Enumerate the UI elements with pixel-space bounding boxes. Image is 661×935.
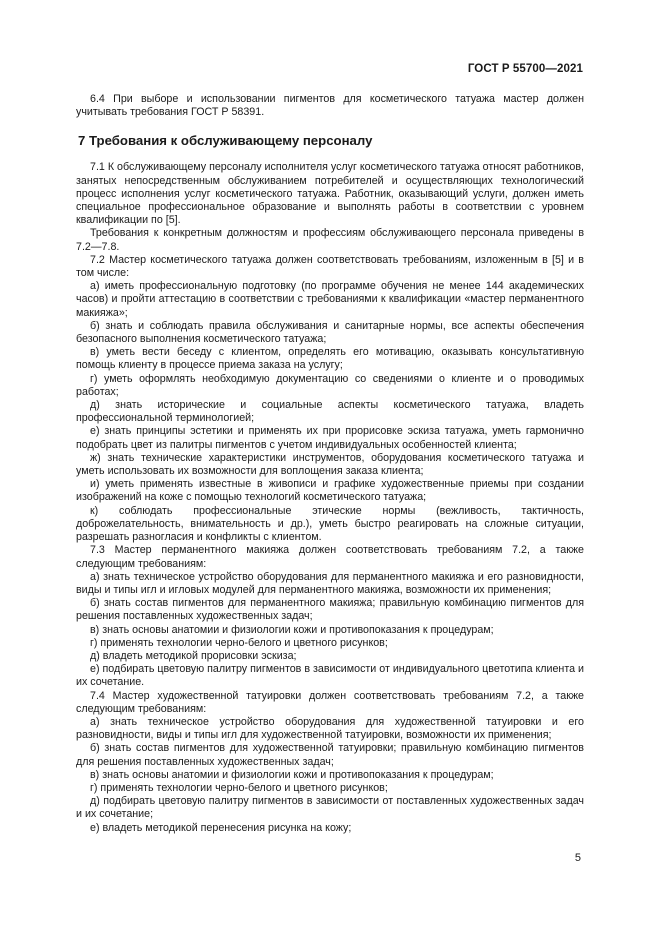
section-paragraph: в) уметь вести беседу с клиентом, определять его мотивацию, оказывать консультативную помощь клиенту в процессе приема заказа на услугу; [76,346,584,372]
section-paragraph: е) знать принципы эстетики и применять их при прорисовке эскиза татуажа, уметь гармонично подобрать цвет из палитры пигментов с учетом индивидуальных особенностей клиента; [76,425,584,451]
section-paragraph: д) знать исторические и социальные аспекты косметического татуажа, владеть профессиональной терминологией; [76,399,584,425]
section-paragraph: г) применять технологии черно-белого и цветного рисунков; [90,636,388,649]
section-paragraph: б) знать состав пигментов для перманентного макияжа; правильную комбинацию пигментов для решения поставленных художественных задач; [76,597,584,623]
section-7-body [76,161,584,834]
document-standard-id: ГОСТ Р 55700—2021 [467,63,583,75]
section-paragraph: г) уметь оформлять необходимую документацию со сведениями о клиенте и о проводимых работах; [76,372,584,398]
section-paragraph: Требования к конкретным должностям и профессиям обслуживающего персонала приведены в 7.2—7.8. [76,227,584,253]
section-7-title: 7 Требования к обслуживающему персоналу [78,133,373,149]
section-paragraph: д) владеть методикой прорисовки эскиза; [90,649,297,662]
section-paragraph: а) знать техническое устройство оборудования для перманентного макияжа и его разновидности, виды и типы игл и игловых модулей для перманентного макияжа, возможности их применения; [76,570,584,596]
section-paragraph: ж) знать технические характеристики инструментов, оборудования косметического татуажа и уметь использовать их возможности для воплощения заказа клиента; [76,451,584,478]
section-paragraph: в) знать основы анатомии и физиологии кожи и противопоказания к процедурам; [90,623,494,636]
section-paragraph: д) подбирать цветовую палитру пигментов в зависимости от поставленных художественных задач и их сочетание; [76,795,584,821]
section-paragraph: г) применять технологии черно-белого и цветного рисунков; [90,781,388,794]
section-paragraph: б) знать состав пигментов для художественной татуировки; правильную комбинацию пигментов для решения поставленных художественных задач; [76,742,584,768]
section-paragraph: е) владеть методикой перенесения рисунка на кожу; [90,821,352,834]
section-paragraph: 7.2 Мастер косметического татуажа должен соответствовать требованиям, изложенным в [5] и в том числе: [76,253,584,280]
section-paragraph: а) знать техническое устройство оборудования для художественной татуировки и его разновидности, виды и типы игл для художественной татуировки, возможности их применения; [76,715,584,742]
section-paragraph: а) иметь профессиональную подготовку (по программе обучения не менее 144 академических часов) и пройти аттестацию в соответствии с требованиями к квалификации «мастер перманентного макияжа»; [76,280,584,319]
page-content [76,93,584,835]
paragraph-6-4: 6.4 При выборе и использовании пигментов для косметического татуажа мастер должен учитывать требования ГОСТ Р 58391. [76,93,584,119]
section-paragraph: б) знать и соблюдать правила обслуживания и санитарные нормы, все аспекты обеспечения безопасного выполнения косметического татуажа; [76,319,584,346]
section-paragraph: и) уметь применять известные в живописи и графике художественные приемы при создании изображений на коже с помощью технологий косметического татуажа; [76,478,584,504]
section-paragraph: е) подбирать цветовую палитру пигментов в зависимости от индивидуального цветотипа клиента и их сочетание. [76,663,584,689]
section-paragraph: 7.3 Мастер перманентного макияжа должен соответствовать требованиям 7.2, а также следующим требованиям: [76,544,584,570]
section-paragraph: 7.4 Мастер художественной татуировки должен соответствовать требованиям 7.2, а также следующим требованиям: [76,689,584,715]
section-paragraph: 7.1 К обслуживающему персоналу исполнителя услуг косметического татуажа относят работников, занятых непосредственным обслуживанием потребителей и осуществляющих технологический процесс исполнения услуг косметического татуажа. Работник, оказывающий услуги, должен иметь специальное профессиональное образование и выполнять работы в соответствии с уровнем квалификации по [5]. [76,161,584,227]
section-paragraph: к) соблюдать профессиональные этические нормы (вежливость, тактичность, доброжелательность, внимательность и др.), уметь быстро реагировать на сложные ситуации, разрешать разногласия и конфликты с клиентом. [76,504,584,544]
page-number: 5 [574,852,581,864]
section-paragraph: в) знать основы анатомии и физиологии кожи и противопоказания к процедурам; [90,768,494,781]
